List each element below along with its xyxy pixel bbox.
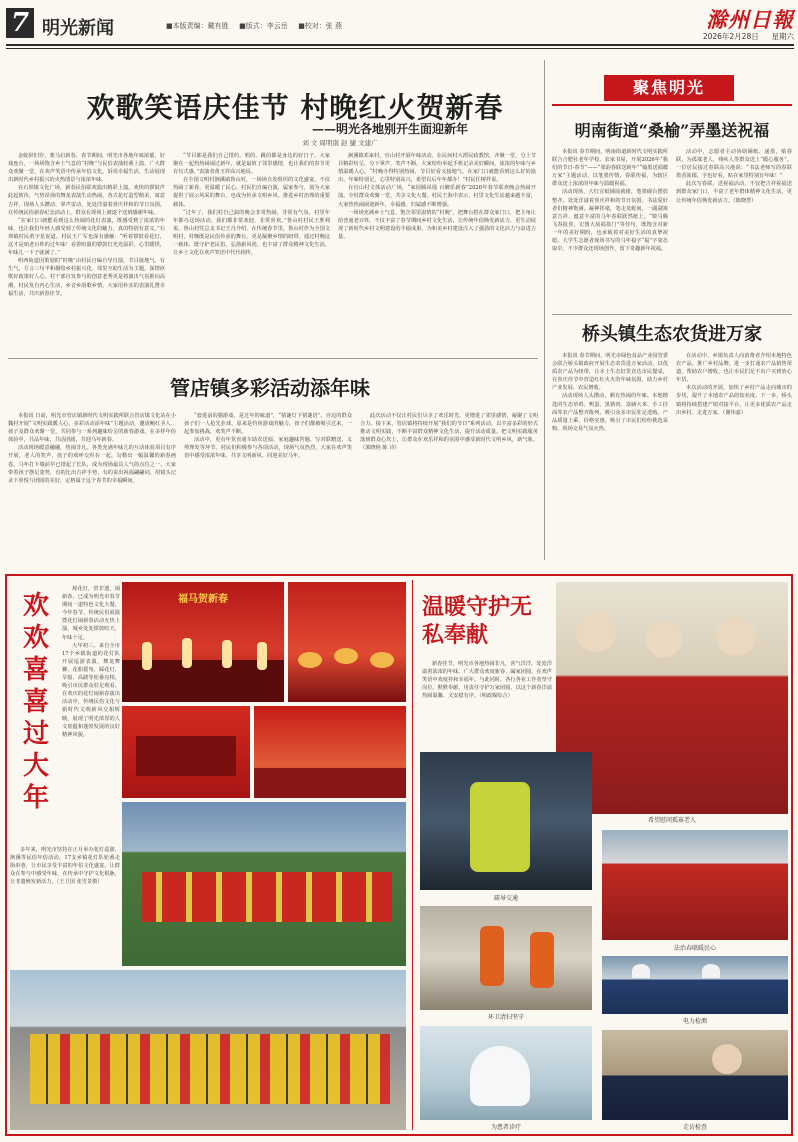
- column-divider: [544, 60, 545, 560]
- editor-name: ■本版责编：戴有胜: [166, 22, 229, 30]
- medical-care-photo: [420, 1026, 592, 1120]
- second-story-paragraph: 本报讯 日前，明光市管店镇新时代文明实践所联合管店镇文化站在小魏村开展“文明实践暖人心，多彩活动添年味”主题活动，邀请鲍红圣人、孩子及群众欢聚一堂，共同参与一系列趣味纷呈的新春游戏，在多样年俗体验中，共品年味，共话团圆，共迎马年新春。: [8, 413, 176, 444]
- designer-name: ■版式：李云岳: [239, 22, 288, 30]
- masthead-rule: [6, 44, 794, 46]
- second-story-column-1: [8, 412, 176, 562]
- legal-couplets-photo: [602, 830, 788, 940]
- caption-police: 走访检查: [682, 1124, 707, 1131]
- lead-paragraph: 在官山村文体活动广场，“家园腾凤凰 百狮乐新春”2026年春节联欢晚会热闹开演。全村群众欢聚一堂，共享文化大餐。村民王海中表示，村里文化生活越来越丰富，大家热热闹闹迎新年，幸福感、归属感不断增强。: [338, 185, 536, 208]
- masthead-rule-thin: [6, 48, 794, 49]
- lantern-stage-photo-2: [254, 706, 406, 798]
- story2-headline: 桥头镇生态农货进万家: [582, 324, 762, 345]
- editor-credit: [166, 21, 416, 33]
- issue-weekday: 星期六: [771, 32, 794, 41]
- lead-headline: 欢歌笑语庆佳节 村晚红火贺新春: [86, 91, 504, 124]
- story1-headline: 明南街道“桑榆”弄墨送祝福: [574, 121, 770, 140]
- section-name: 明光新闻: [42, 18, 114, 39]
- story1-paragraph: 此次写春联、送祝福活动，不仅把吉祥祝福送到群众家门口，丰富了老年群体精神文化生活，更让传统年俗焕发新活力。（陈晓慧）: [676, 181, 792, 204]
- feature-right-paragraph: 新春佳节，明光市各地热闹非凡，喜气洋洋，处处洋溢着浓浓的年味。广大群众欢度新春、阖家团圆，在欢声笑语中欢度祥和幸福年。与此同时，各行各业工作者坚守岗位、默默奉献，用责任守护万家团圆，以这个新春洋溢热闹温馨、又安稳有序。（明政媒综合）: [422, 661, 552, 700]
- lead-paragraph: 涧溪镇邓家村，官山村开展年味活动。在民间村大潭民政教馆，齐聚一堂，分上节目精彩纷呈，分下掌声，笑声不断，大家纷纷举起手机记录美好瞬间，浓浓的年味与乡情温暖人心。“村晚办得特别热闹，节目好看又接地气，在家门口就能看到这么好的演出，年味特别足，心里特别高兴，希望以后年年都办！”村民任树祥说。: [338, 153, 536, 184]
- lantern-stage-photo-1: [122, 706, 250, 798]
- story2-column-2: [676, 352, 792, 550]
- caption-legal: 法治春联暖民心: [673, 945, 716, 952]
- lead-column-1: [8, 152, 165, 350]
- story1-paragraph: 本报讯 春节期间，明南街道新时代文明实践所联合合肥社老年学校、农家书屋，开展2026年“我们的节日·春节”——“墨韵春联送新年”“翰墨送福暖万家”主题活动，以笔墨传情，春联传福，为辖区群众送上浓浓的年味与温暖祝福。: [552, 149, 668, 188]
- feature-divider: [412, 580, 413, 1130]
- traffic-police-photo: [420, 752, 592, 890]
- square-dance-photo: [122, 802, 406, 966]
- feature-left-paragraph: 观花灯，赏非遗，闹新春，已成为明光市春节期间一道特色文化大餐。今年春节，传统民俗展演暨花灯闹新春活动火热上演，城乡处处锣鼓喧天，年味十足。: [62, 586, 120, 641]
- second-story-paragraph: 此次活动不仅让村民们尽享了欢乐时光，更增进了邻里感情，凝聚了文明合力。接下来，管店镇将持续开展“我们的节日”系列活动，以丰富多彩的形式推动文明实践，不断丰富群众精神文化生活，提升活动质量，把文明实践服务落到群众心坎上，让群众在欢乐祥和的氛围中感受新时代文明乡风，新气象。（郭晓艳 陈 诗）: [360, 413, 538, 452]
- second-story-column-2: [184, 412, 352, 562]
- lead-paragraph: “节目都是我们自己排的，唱的、跳的都是身边的好日子。大家聚在一起热热闹闹过新年，就是最值了邻里感情，也让我们的春节更有仪式感。”表演者黄玉祥高兴地说。: [173, 153, 330, 176]
- feature-left-paragraph: 大年初三，来自全市17个乡镇街道的花灯队开展巡游表演，舞龙舞狮、花船摇曳、踩花灯、旱船、高跷等轮番亮相，吸引市民群众驻足观看。在欢庆的花灯闹新春演出活动中，传统民俗文化与新时代文明新风交相辉映，展现了明光浓厚的人文底蕴和蓬勃发展的良好精神风貌。: [62, 642, 120, 738]
- caption-traffic: 疏导交通: [493, 895, 518, 902]
- caption-sanitation: 环卫清扫坚守: [487, 1014, 524, 1021]
- police-patrol-photo: [602, 1030, 788, 1120]
- lead-subhead: ——明光各地别开生面迎新年: [311, 122, 468, 136]
- story2-paragraph: 在活动中，乡镇负责人向消费者介绍本地特色农产品，推广乡村品牌，进一步打通农产品销售渠道，帮助农户增收，也让市民们足不出户买到放心年货。: [676, 353, 792, 384]
- paper-logo: 滁州日報: [706, 7, 794, 32]
- stage-performance-photo: [122, 582, 284, 702]
- story1-paragraph: 活动中，志愿者主动协助铺纸、递墨，贴春联，为孤寡老人、残疾人等群众送上“暖心服务”。一位居民接过春联高兴地说：“书法老师写的春联墨香浓郁，字也好看，贴在家里特别有年味！”: [676, 149, 792, 180]
- story1-column-1: [552, 148, 668, 308]
- story2-divider: [552, 314, 792, 315]
- issue-date: 2026年2月28日: [702, 32, 759, 41]
- second-story-paragraph: 活动现场暖意融融，热闹非凡。各类充满年味儿的互动体验项目有序开展，老人的笑声，孩子的欢呼交织在一起，勾勒出一幅温馨的新春画卷。马年打卡墙前早已排起了长队，成为现场最具人气的点位之一。大家带着孩子摆足姿势，有的比出吉祥手势，有的说出祝福翩翩词，用镜头记录下喜悦与团圆的美好，定格属于这个春节的幸福瞬间。: [8, 445, 176, 484]
- lead-paragraph: 在石坝镇文化广场，新春民俗联欢演出精彩上演。欢快的锣鼓声此起彼伏，气势昂扬的舞龙表演生动热闹，各式花灯造型精美，寓意吉祥，现场人头攒动、掌声雷动，处处洋溢着喜庆祥和的节日氛围。在传统民俗新春纪念活动上，群众在现场上被逐个送到感谢年味。: [8, 185, 165, 216]
- caption-elderly: 希望慰问孤寡老人: [647, 817, 696, 824]
- caption-power: 电力检测: [682, 1018, 707, 1025]
- story1-column-2: [676, 148, 792, 308]
- lead-paragraph: 一场场充满乡土气息、饱含邻里温情的“村晚”，把舞台搭在群众家门口，把主角让给普通老百姓。不仅丰富了春节期间乡村文化生活，让传统年俗焕发新活力，更生动展现了新时代乡村文明建设的丰硕成果，为和美乡村建设注入了强劲的文化活力与奋进力量。: [338, 209, 536, 240]
- proofreader-name: ■校对：张 燕: [298, 22, 343, 30]
- page-number: 7: [10, 8, 30, 38]
- story2-paragraph: 本次活动的开展，加快了乡村产品走向城市的步伐，提升了本地农产品的知名度。下一步，桥头镇将持续搭建产销对接平台，让更多优质农产品走出乡村、走进万家。（谢伟嘉）: [676, 385, 792, 416]
- feature-left-paragraph: 多年来，明光市坚持在正月举办花灯巡游，涧溪等民俗年俗活动，17支乡镇花灯队轮番走街串巷，让市民享受丰富的年俗文化盛宴。让群众在参与中感受年味，在传承中守护文化根脉，让非遗焕发新活力。（王卫国 张雪景摄）: [10, 847, 120, 886]
- caption-medical: 为患者诊疗: [490, 1124, 521, 1131]
- second-story-column-3: [360, 412, 538, 562]
- power-inspection-photo: [602, 956, 788, 1014]
- second-story-paragraph: 活动中，更有年货直通车助农送福、家庭趣味答题、写对联赠送、义剪理发等环节。村民们积极参与各项活动，现场气氛热烈，大家在欢声笑语中感受浓浓年味，共享文明新风、同迎美好马年。: [184, 437, 352, 460]
- story1-paragraph: 活动现场，大红宣纸铺展就绪，笔墨砚台摆放整齐，处处洋溢着喜庆祥和的节日氛围。书法爱好者们精神饱满，凝神挥毫，笔走龙蛇间，一副副寓意吉祥、蕴意丰富的马年春联跃然纸上。“骏马腾飞春报喜，宏图大展福盈门”等佳句，既饱含对新一年的美好期盼，也承载着对美好生活的真挚祝愿。大学生志愿者现场书写的马年福字“福”字姿态取卓，不少群众还现场创作，留下奇趣新年祝福。: [552, 189, 668, 253]
- feature-left-headline: 欢欢喜喜过大年: [22, 591, 49, 813]
- second-story-divider: [8, 358, 538, 359]
- story2-column-1: [552, 352, 668, 550]
- stage-banner-text: 福马贺新春: [178, 594, 228, 605]
- story2-paragraph: 本报讯 春节期间，明光市绿色食品产业园管委会联合桥头镇政府开展生态农货进万家活动，以优质农产品为纽带，让本土生态好货直达市民餐桌，在喜庆佳节中营造红红火火的年味氛围，助力乡村产业发展、农民增收。: [552, 353, 668, 392]
- sanitation-photo: [420, 906, 592, 1010]
- issue-date-line: [608, 31, 794, 42]
- second-story-headline: 管店镇多彩活动添年味: [170, 376, 370, 400]
- lead-column-3: [338, 152, 536, 350]
- story2-paragraph: 活动现场人头攒动，颇有热闹的年味。本地精选的生态草鸡、鸭蛋、黑猪肉、富硒大米、手工挂面等农产品整齐陈列，吸引众多市民驻足选购。产品质量上乘、价格实惠，吸引了市民们纷纷挑选采购，现场交易气氛火热。: [552, 393, 668, 432]
- feature-right-headline: 温暖守护无私奉献: [422, 595, 533, 648]
- lead-paragraph: 金蛇辞旧岁，骏马启新春。春节期间，明光市各地年味浓郁，好戏连台，一场场饱含乡土气息的“村晚”与民俗表演轮番上演，广大群众欢聚一堂，在欢声笑语中传承年俗文化，诉说幸福生活，生动展现出新时代乡村振兴的火热图景与浓浓年味。: [8, 153, 165, 184]
- lead-column-2: [173, 152, 330, 350]
- drum-performance-photo: [288, 582, 406, 702]
- lead-paragraph: 在全国文明村涧溪镇鲁山村，一场场自发组织的文化盛宴，不仅热闹了新春，更温暖了民心。村民们自编自演，属家参与，展为大家提供了展示风采的舞台，也成为传承文明乡风、推进乡村治理的重要载体。: [173, 177, 330, 208]
- second-story-paragraph: “套进前的猫游戏，是过年的味道”，“猜谜灯下猜谜语”。旁边的群众孩子们一人抢先扑球，原来是钓鱼游戏的魅力，孩子们都被吸引过来，一起参加挑战，欢笑声不断。: [184, 413, 352, 436]
- lead-paragraph: 明西街道因策划的“村晚”由村民自编自导自演，节目接地气、有生气，方言三句半和描绘乡村振兴化、邻里互助生活为主题，深情讴歌好政策好人心。村干部自发参与的创意老秀更是将演出气氛推向高潮，村民发自内心生活，乡音乡韵歌乡情，大家用朴实的表演礼赞幸福生活，共庆新春佳节。: [8, 258, 165, 297]
- street-parade-photo: [10, 970, 406, 1130]
- lead-paragraph: “在家门口就能看到这么热闹的花灯表演，既感受到了浓浓的年味，也让我们年轻人感受到了传统文化的魅力，真的特别有意义。”石坝镇村民黄宇星说道。村民王广军也深有感触：“听着锣鼓看花灯，这才是咱老百姓的过年味！看着喧嚣的锣鼓灯光光温彩，心里暖烘，年味儿一下子就满了。”: [8, 217, 165, 257]
- column-label: 聚焦明光: [632, 78, 705, 97]
- lead-paragraph: “过年了，我们村自己搞的晚会非常热闹，非常有气氛，村里年年都办这场活动，我们都非常欢迎，非常喜欢。”鲁山村村民王胜利说。鲁山村党总支书记王丹介绍，在传统春节里，鲁山村作为全国文明村，村晚既是民俗传承的舞台，更是凝聚乡情的纽带。通过村晚这一载体，既守护老民俗，弘扬新风尚，也丰富了群众精神文化生活，让乡土文化在欢声笑语中代代相传。: [173, 209, 330, 257]
- feature-right-text: [422, 660, 552, 750]
- column-label-rule: [552, 104, 792, 106]
- lead-byline: 刘 文 周明南 赵 捷 文建广: [302, 139, 378, 147]
- feature-left-text-bottom: [10, 846, 120, 976]
